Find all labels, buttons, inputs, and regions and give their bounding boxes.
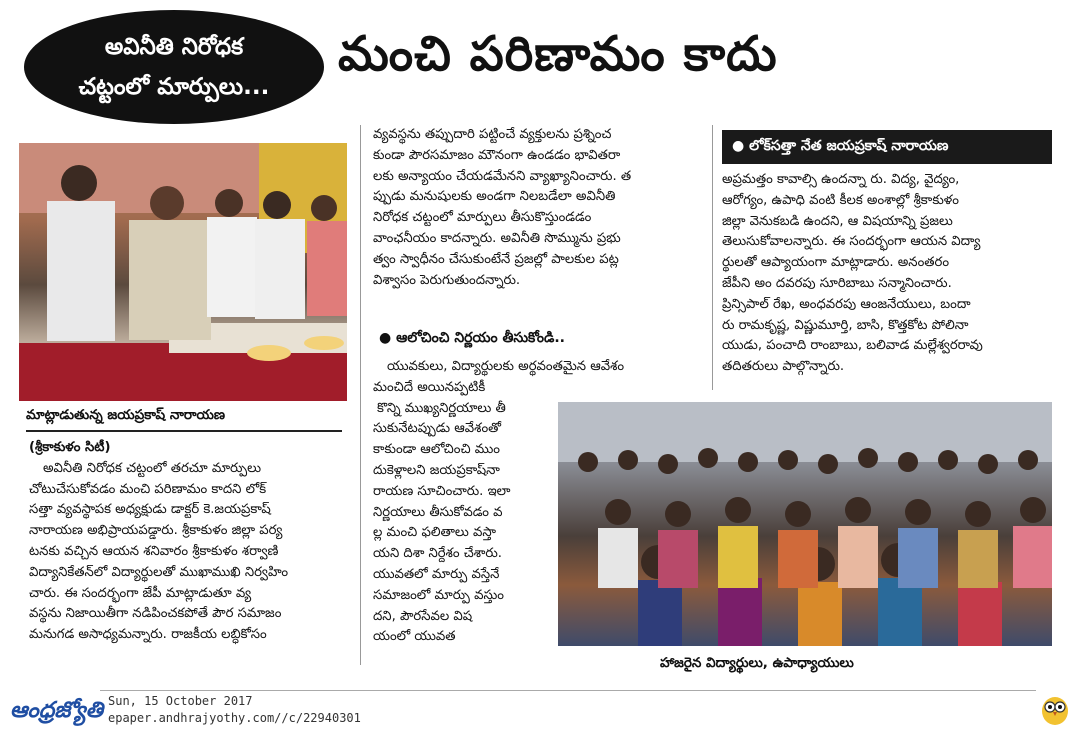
col-b2-line: సమాజంలో మార్పు వస్తుం — [373, 587, 504, 603]
col-b2-line: సుకునేటప్పుడు ఆవేశంతో — [373, 421, 501, 437]
col-c-line: ఆరోగ్యం, ఉపాధి వంటి కీలక అంశాల్లో శ్రీకాకుళం — [722, 192, 959, 208]
column-b-continued — [373, 357, 625, 648]
col-a-line: వస్థను నిజాయితీగా నడిపించకపోతే పౌర సమాజం — [29, 606, 282, 622]
col-a-line: విద్యానికేతన్‌లో విద్యార్థులతో ముఖాముఖి నిర్వహిం — [29, 564, 289, 580]
col-b-line: వాంఛనీయం కాదన్నారు. అవినీతి సొమ్మును ప్రభు — [373, 230, 621, 246]
col-b2-line: మంచిదే అయినప్పటికీ — [373, 379, 486, 395]
col-b-line: నిరోధక చట్టంలో మార్పులు తీసుకొస్తుండడం — [373, 210, 592, 226]
col-b-line: త్వం స్వాధీనం చేసుకుంటేనే ప్రజల్లో పాలకుల పట్ల — [373, 251, 619, 267]
speaker-photo-caption: మాట్లాడుతున్న జయప్రకాష్ నారాయణ — [26, 407, 342, 432]
column-divider — [712, 125, 713, 390]
col-c-line: ర్థులతో ఆప్యాయంగా మాట్లాడారు. అనంతరం — [722, 255, 950, 271]
col-b2-line: దని, పౌరసేవల విష — [373, 608, 473, 624]
col-a-line: అవినీతి నిరోధక చట్టంలో తరచూ మార్పులు — [43, 460, 262, 476]
column-divider — [360, 125, 361, 665]
audience-photo-illustration — [558, 402, 1052, 646]
col-c-line: తదితరులు పాల్గొన్నారు. — [722, 359, 845, 375]
col-a-line: సత్తా వ్యవస్థాపక అధ్యక్షుడు డాక్టర్ కె.జయప్రకాష్ — [29, 502, 271, 518]
dateline: (శ్రీకాకుళం సిటీ) — [29, 440, 111, 455]
speaker-photo-illustration — [19, 143, 347, 401]
col-b2-line: దుకెళ్లాలని జయప్రకాష్‌నా — [373, 462, 500, 478]
epaper-footer — [0, 690, 1074, 730]
kicker-line-1: అవినీతి నిరోధక — [104, 34, 244, 60]
col-b2-line: కాకుండా ఆలోచించి ముం — [373, 442, 500, 458]
subheading: ● ఆలోచించి నిర్ణయం తీసుకోండి.. — [379, 330, 565, 346]
col-b-line: వ్యవస్థను తప్పుదారి పట్టించే వ్యక్తులను ప్రశ్నించ — [373, 127, 612, 142]
col-a-line: చోటుచేసుకోవడం మంచి పరిణామం కాదని లోక్ — [29, 481, 267, 497]
col-b2-line: యని దిశా నిర్దేశం చేశారు. — [373, 546, 502, 562]
column-c-heading: ● లోక్‌సత్తా నేత జయప్రకాష్ నారాయణ — [722, 130, 1052, 164]
col-a-line: మనుగడ అసాధ్యమన్నారు. రాజకీయ లబ్ధికోసం — [29, 627, 267, 643]
audience-photo-caption: హాజరైన విద్యార్థులు, ఉపాధ్యాయులు — [660, 655, 854, 671]
kicker-oval — [24, 10, 324, 124]
col-b-line: లకు అన్యాయం చేయడమేనని వ్యాఖ్యానించారు. త — [373, 168, 632, 184]
col-b2-line: ల్ల మంచి ఫలితాలు వస్తా — [373, 525, 497, 541]
col-b-line: కుండా పౌరసమాజం మౌనంగా ఉండడం భావితరా — [373, 147, 621, 163]
col-c-line: జేపీని అం దవరపు సూరిబాబు సన్మానించారు. — [722, 275, 952, 291]
audience-photo — [558, 402, 1052, 646]
col-c-line: ప్రిన్సిపాల్ రేఖ, అంధవరపు ఆంజనేయులు, బందా — [722, 296, 971, 312]
col-c-line: యుడు, పంచాది రాంబాబు, బలివాడ మల్లేశ్వరరావు — [722, 338, 983, 354]
col-b2-line: కొన్ని ముఖ్యనిర్ణయాలు తీ — [377, 400, 506, 416]
col-a-line: టనకు వచ్చిన ఆయన శనివారం శ్రీకాకుళం శర్వాణి — [29, 543, 279, 559]
col-c-line: తెలుసుకోవాలన్నారు. ఈ సందర్భంగా ఆయన విద్యా — [722, 234, 981, 250]
col-a-line: చారు. ఈ సందర్భంగా జేపీ మాట్లాడుతూ వ్య — [29, 585, 252, 601]
headline: మంచి పరిణామం కాదు — [338, 26, 778, 82]
column-c — [722, 170, 1042, 378]
column-a — [29, 438, 347, 646]
edition-date: Sun, 15 October 2017 — [108, 694, 253, 708]
col-b2-line: యువతలో మార్పు వస్తేనే — [373, 566, 500, 582]
footer-divider — [100, 690, 1036, 691]
col-b2-line: యంలో యువత — [373, 629, 456, 645]
col-c-line: అప్రమత్తం కావాల్సి ఉందన్నా రు. విద్య, వైద్యం, — [722, 172, 960, 187]
andhrajyothy-logo[interactable]: ఆంధ్రజ్యోతి — [10, 698, 103, 723]
col-b-line: విశ్వాసం పెరుగుతుందన్నారు. — [373, 272, 521, 288]
col-b-line: ప్పుడు మనుషులకు అండగా నిలబడేలా అవినీతి — [373, 189, 616, 205]
col-b2-line: నిర్ణయాలు తీసుకోవడం వ — [373, 504, 503, 520]
col-c-line: రు రామకృష్ణ, విష్ణుమూర్తి, బాసి, కొత్తకోట పోలినా — [722, 317, 969, 333]
col-b2-line: రాయణ సూచించారు. ఇలా — [373, 483, 511, 499]
speaker-photo — [19, 143, 347, 401]
kicker-line-2: చట్టంలో మార్పులు... — [78, 74, 270, 100]
owl-mascot-icon — [1040, 692, 1070, 726]
col-b2-line: యువకులు, విద్యార్థులకు అర్థవంతమైన ఆవేశం — [387, 359, 625, 374]
col-c-line: జిల్లా వెనుకబడి ఉందని, ఆ విషయాన్ని ప్రజలు — [722, 213, 953, 229]
epaper-url[interactable]: epaper.andhrajyothy.com//c/22940301 — [108, 711, 361, 725]
column-b — [373, 125, 691, 291]
col-a-line: నారాయణ అభిప్రాయపడ్డారు. శ్రీకాకుళం జిల్లా పర్య — [29, 523, 283, 539]
